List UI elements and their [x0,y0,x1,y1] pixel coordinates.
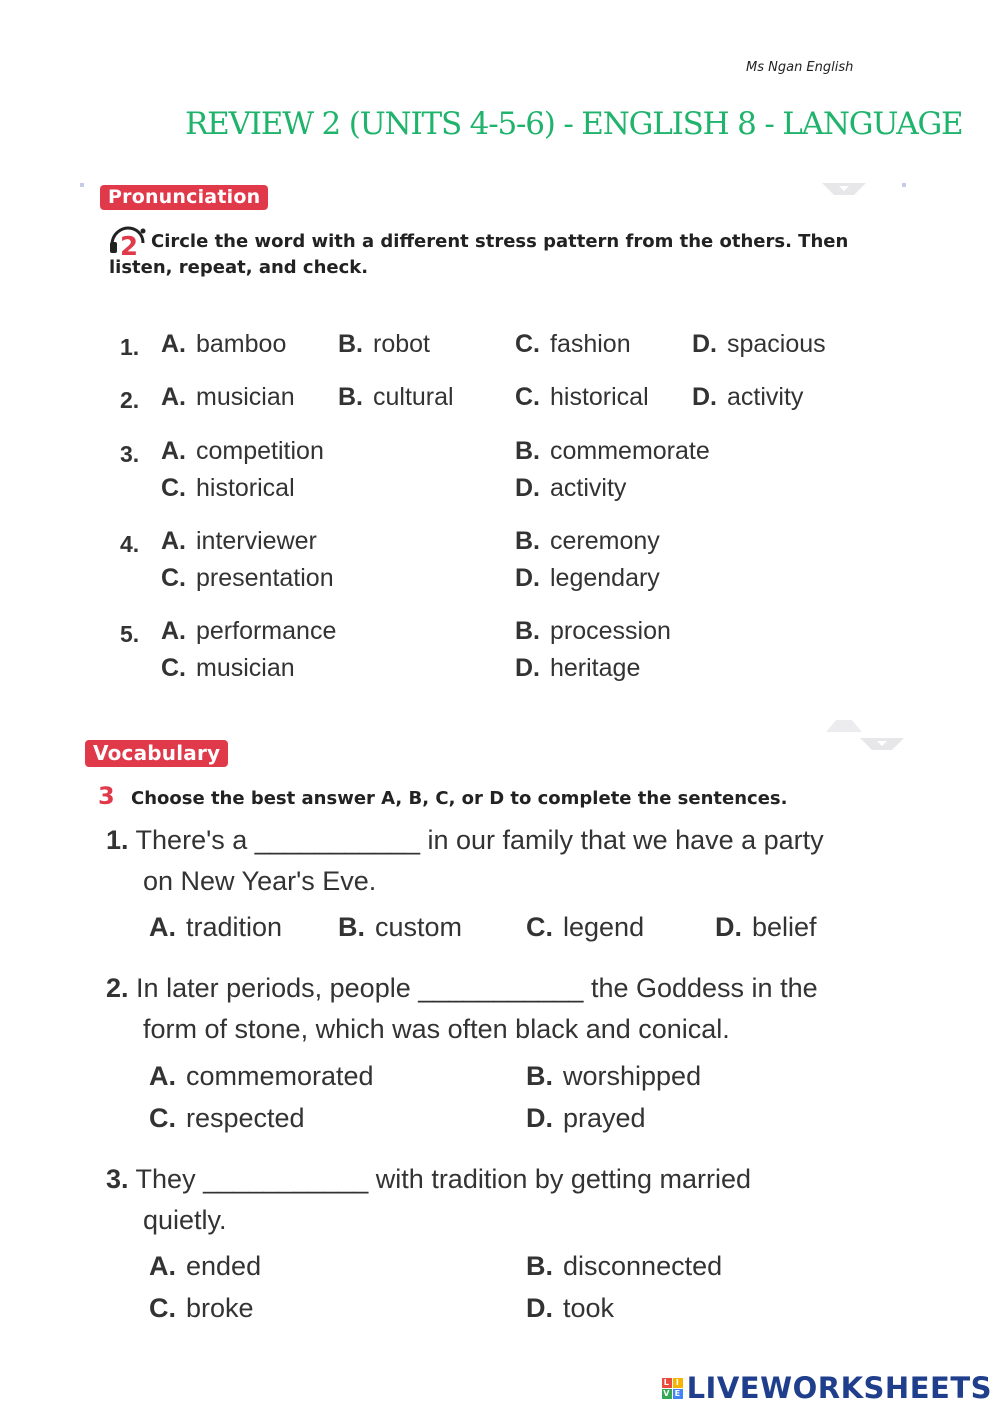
option-c[interactable] [161,654,295,683]
option-text: activity [727,383,804,411]
answer-blank[interactable]: ___________ [418,973,584,1003]
question-number: 1. [120,334,140,360]
option-text: broke [186,1293,254,1323]
option-b[interactable] [338,383,454,412]
option-letter: C. [161,654,186,682]
option-d[interactable] [515,474,626,503]
option-b[interactable] [515,527,660,556]
option-c[interactable] [515,330,631,359]
exercise-number: 3 [98,782,115,810]
option-a[interactable] [161,383,295,412]
vocab-question-1 [106,825,824,856]
option-letter: C. [161,474,186,502]
question-number: 5. [120,621,140,647]
question-text: the Goddess in the [590,973,818,1003]
option-text: robot [373,330,430,358]
option-letter: A. [149,1061,176,1091]
option-text: took [563,1293,615,1323]
option-letter: D. [715,912,742,942]
option-c[interactable] [526,912,644,943]
option-a[interactable] [161,330,286,359]
vocab-question-2 [106,973,818,1004]
option-text: tradition [186,912,283,942]
pronunciation-instruction-line1: Circle the word with a different stress pattern from the others. Then [151,231,849,252]
logo-text: LIVEWORKSHEETS [686,1371,992,1405]
logo-letter: E [673,1389,683,1399]
logo-letter: L [662,1378,672,1388]
option-a[interactable] [149,912,282,943]
option-text: commemorate [550,437,710,465]
option-letter: B. [338,383,363,411]
question-number: 4. [120,531,140,557]
option-d[interactable] [526,1293,614,1324]
option-text: belief [752,912,817,942]
option-letter: C. [526,912,553,942]
option-text: cultural [373,383,454,411]
option-text: prayed [563,1103,646,1133]
question-text-line2: form of stone, which was often black and conical. [143,1014,730,1044]
option-d[interactable] [715,912,817,943]
option-text: performance [196,617,337,645]
headphones-audio-icon[interactable] [108,225,146,257]
option-d[interactable] [515,654,640,683]
option-letter: B. [515,617,540,645]
option-letter: A. [161,383,186,411]
logo-letter: V [663,1388,670,1398]
option-c[interactable] [149,1103,305,1134]
option-letter: A. [161,437,186,465]
option-c[interactable] [149,1293,254,1324]
option-text: interviewer [196,527,317,555]
option-letter: B. [515,527,540,555]
page-corner-mark [902,183,906,187]
option-a[interactable] [161,617,336,646]
page-fold-icon [826,718,904,754]
option-a[interactable] [149,1251,261,1282]
question-text: In later periods, people [136,973,411,1003]
option-letter: C. [149,1103,176,1133]
question-text-line2: quietly. [143,1205,227,1235]
option-a[interactable] [161,437,324,466]
question-text: They [135,1164,196,1194]
option-letter: A. [149,1251,176,1281]
option-text: heritage [550,654,641,682]
option-c[interactable] [161,474,295,503]
option-letter: C. [149,1293,176,1323]
option-letter: B. [338,912,365,942]
question-number: 2. [120,387,140,413]
option-text: historical [550,383,649,411]
option-b[interactable] [338,330,430,359]
option-text: musician [196,383,295,411]
option-b[interactable] [526,1061,701,1092]
question-number: 3. [106,1164,129,1194]
option-b[interactable] [515,617,671,646]
option-c[interactable] [515,383,649,412]
logo-letter: I [673,1378,683,1388]
question-text: There's a [135,825,248,855]
option-text: procession [550,617,671,645]
option-text: commemorated [186,1061,374,1091]
vocabulary-label: Vocabulary [85,740,228,767]
option-letter: B. [526,1251,553,1281]
option-letter: C. [515,330,540,358]
option-a[interactable] [161,527,317,556]
option-a[interactable] [149,1061,374,1092]
option-letter: D. [515,474,540,502]
option-letter: B. [338,330,363,358]
option-b[interactable] [526,1251,722,1282]
option-letter: D. [526,1103,553,1133]
option-d[interactable] [515,564,660,593]
option-text: worshipped [563,1061,702,1091]
option-text: presentation [196,564,334,592]
answer-blank[interactable]: ___________ [254,825,420,855]
option-text: custom [375,912,463,942]
option-letter: B. [526,1061,553,1091]
option-letter: B. [515,437,540,465]
option-letter: D. [515,654,540,682]
answer-blank[interactable]: ___________ [203,1164,369,1194]
option-b[interactable] [515,437,710,466]
question-number: 1. [106,825,129,855]
option-letter: A. [161,617,186,645]
option-text: respected [186,1103,305,1133]
option-b[interactable] [338,912,462,943]
question-number: 2. [106,973,129,1003]
author-credit: Ms Ngan English [746,60,854,75]
option-text: musician [196,654,295,682]
option-d[interactable] [692,383,803,412]
pronunciation-label: Pronunciation [100,185,268,210]
option-text: fashion [550,330,631,358]
option-c[interactable] [161,564,334,593]
page-title: REVIEW 2 (UNITS 4-5-6) - ENGLISH 8 - LANGUAGE [185,106,963,142]
page-fold-icon [822,183,866,197]
option-letter: D. [692,330,717,358]
logo-grid-icon [662,1378,683,1399]
option-text: activity [550,474,627,502]
option-letter: A. [161,527,186,555]
option-letter: D. [515,564,540,592]
option-letter: A. [161,330,186,358]
page-corner-mark [80,183,84,187]
question-text: in our family that we have a party [427,825,824,855]
option-letter: C. [515,383,540,411]
option-d[interactable] [692,330,826,359]
question-text-line2: on New Year's Eve. [143,866,377,896]
option-letter: A. [149,912,176,942]
question-number: 3. [120,441,140,467]
question-text: with tradition by getting married [375,1164,751,1194]
option-text: legendary [550,564,660,592]
option-text: ceremony [550,527,660,555]
option-letter: D. [692,383,717,411]
option-text: disconnected [563,1251,723,1281]
pronunciation-instruction-line2: listen, repeat, and check. [109,257,369,278]
option-text: historical [196,474,295,502]
option-text: spacious [727,330,826,358]
option-text: legend [563,912,645,942]
vocabulary-instruction: Choose the best answer A, B, C, or D to complete the sentences. [131,788,788,809]
option-text: bamboo [196,330,287,358]
option-letter: C. [161,564,186,592]
option-d[interactable] [526,1103,646,1134]
option-text: ended [186,1251,262,1281]
vocab-question-3 [106,1164,751,1195]
svg-text:2: 2 [120,232,139,257]
option-letter: D. [526,1293,553,1323]
option-text: competition [196,437,324,465]
liveworksheets-logo[interactable] [662,1371,992,1405]
